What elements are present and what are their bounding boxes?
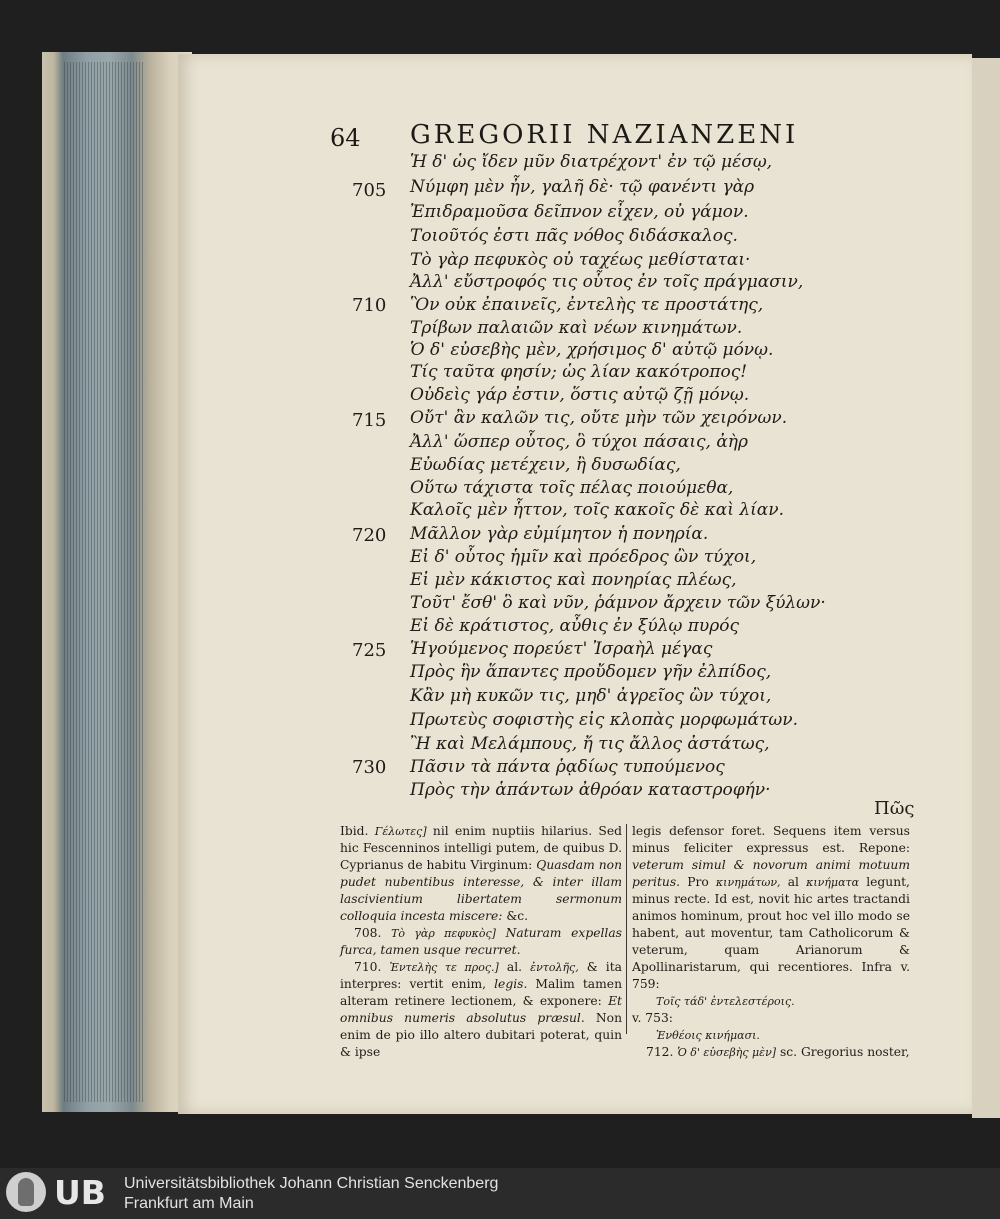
institution-name: Universitätsbibliothek Johann Christian Senckenberg	[124, 1175, 499, 1192]
verse-line: Τρίβων παλαιῶν καὶ νέων κινημάτων.	[410, 318, 743, 338]
notes-left-column	[340, 823, 622, 1061]
note-paragraph: legis defensor foret. Sequens item versus minus feliciter expressus est. Repone: veterum simul & novorum animi motuum peritus. Pro κινημάτων, al κινήματα legunt, minus recte. Id est, novit hic artes tractandi animos hominum, prout hoc vel illo modo se habent, aut moventur, tam Catholicorum & veterum, quam Arianorum & Apollinaristarum, qui recentiores. Infra v. 759:	[632, 824, 910, 991]
verse-line: Ἐπιδραμοῦσα δεῖπνον εἶχεν, οὐ γάμον.	[410, 202, 749, 222]
verse-line: Ἀλλ' ὥσπερ οὗτος, ὃ τύχοι πάσαις, ἀὴρ	[410, 432, 748, 452]
notes-column-rule	[626, 824, 627, 1034]
running-head: GREGORII NAZIANZENI	[410, 120, 799, 150]
verse-line: Οὔτ' ἂν καλῶν τις, οὔτε μὴν τῶν χειρόνων.	[410, 408, 788, 428]
notes-right-column	[632, 823, 910, 1061]
verse-line: Πρὸς ἣν ἅπαντες προὔδομεν γῆν ἐλπίδος,	[410, 662, 772, 682]
note-paragraph: 710. Ἐντελὴς τε προς.] al. ἐντολῆς, & ita interpres: vertit enim, legis. Malim tamen alteram retinere lectionem, & exponere: Et omnibus numeris absolutus præsul. Non enim de pio illo altero dubitari poterat, quin & ipse	[340, 960, 623, 1059]
verse-line: Ἡγούμενος πορεύετ' Ἰσραὴλ μέγας	[410, 639, 713, 659]
line-number: 715	[352, 410, 387, 431]
verse-line: Τοῦτ' ἔσθ' ὃ καὶ νῦν, ῥάμνον ἄρχειν τῶν ξύλων·	[410, 593, 826, 613]
verse-line: Οὕτω τάχιστα τοῖς πέλας ποιούμεθα,	[410, 478, 734, 498]
page-stack-texture	[64, 62, 144, 1102]
verse-line: Νύμφη μὲν ἦν, γαλῆ δὲ· τῷ φανέντι γὰρ	[410, 177, 755, 197]
ub-logo	[6, 1172, 110, 1215]
verse-line: Μᾶλλον γὰρ εὐμίμητον ἡ πονηρία.	[410, 524, 709, 544]
note-reference: v. 753:	[632, 1011, 673, 1025]
note-paragraph: 712. Ὁ δ' εὐσεβὴς μὲν] sc. Gregorius noster,	[646, 1045, 910, 1059]
line-number: 720	[352, 525, 387, 546]
senckenberg-portrait-icon	[6, 1172, 46, 1212]
facing-page-edge	[972, 58, 1000, 1118]
verse-line: Εἰ μὲν κάκιστος καὶ πονηρίας πλέως,	[410, 570, 737, 590]
verse-line: Εἰ δὲ κράτιστος, αὖθις ἐν ξύλῳ πυρός	[410, 616, 740, 636]
verse-line: Πρωτεὺς σοφιστὴς εἰς κλοπὰς μορφωμάτων.	[410, 710, 799, 730]
verse-line: Πᾶσιν τὰ πάντα ῥᾳδίως τυπούμενος	[410, 757, 725, 777]
verse-line: Ὁ δ' εὐσεβὴς μὲν, χρήσιμος δ' αὐτῷ μόνῳ.	[410, 340, 774, 360]
verse-line: Ἢ καὶ Μελάμπους, ἤ τις ἄλλος ἀστάτως,	[410, 734, 770, 754]
verse-line: Ὃν οὐκ ἐπαινεῖς, ἐντελὴς τε προστάτης,	[410, 295, 764, 315]
note-paragraph: 708. Τὸ γὰρ πεφυκὸς] Naturam expellas furca, tamen usque recurret.	[340, 926, 622, 957]
verse-line: Τὸ γὰρ πεφυκὸς οὐ ταχέως μεθίσταται·	[410, 250, 751, 270]
verse-line: Εἰ δ' οὗτος ἡμῖν καὶ πρόεδρος ὢν τύχοι,	[410, 547, 757, 567]
footer-banner	[0, 1168, 1000, 1219]
institution-city: Frankfurt am Main	[124, 1195, 254, 1212]
verse-line: Ἡ δ' ὡς ἴδεν μῦν διατρέχοντ' ἐν τῷ μέσῳ,	[410, 152, 773, 172]
note-paragraph: Ibid. Γέλωτες] nil enim nuptiis hilarius. Sed hic Fescenninos intelligi putem, de quibus D. Cyprianus de habitu Virginum: Quasdam non pudet nubentibus interesse, & inter illam lascivientium libertatem sermonum colloquia incesta miscere: &c.	[340, 824, 622, 923]
note-quotation: Ἐνθέοις κινήμασι.	[656, 1029, 760, 1042]
verse-line: Πρὸς τὴν ἁπάντων ἀθρόαν καταστροφήν·	[410, 780, 771, 800]
verse-line: Τοιοῦτός ἐστι πᾶς νόθος διδάσκαλος.	[410, 226, 738, 246]
line-number: 705	[352, 180, 387, 201]
page-number: 64	[330, 124, 361, 152]
verse-line: Εὐωδίας μετέχειν, ἢ δυσωδίας,	[410, 455, 681, 475]
verse-line: Οὐδεὶς γάρ ἐστιν, ὅστις αὐτῷ ζῇ μόνῳ.	[410, 385, 750, 405]
line-number: 730	[352, 757, 387, 778]
line-number: 725	[352, 640, 387, 661]
verse-line: Κἂν μὴ κυκῶν τις, μηδ' ἀγρεῖος ὢν τύχοι,	[410, 686, 772, 706]
verse-line: Τίς ταῦτα φησίν; ὡς λίαν κακότροπος!	[410, 362, 748, 382]
verse-line: Καλοῖς μὲν ἧττον, τοῖς κακοῖς δὲ καὶ λίαν.	[410, 500, 785, 520]
catchword: Πῶς	[874, 798, 915, 819]
verse-line: Ἀλλ' εὔστροφός τις οὗτος ἐν τοῖς πράγμασιν,	[410, 272, 804, 292]
logo-text: UB	[54, 1173, 106, 1212]
note-quotation: Τοῖς τάδ' ἐντελεστέροις.	[656, 995, 795, 1008]
line-number: 710	[352, 295, 387, 316]
